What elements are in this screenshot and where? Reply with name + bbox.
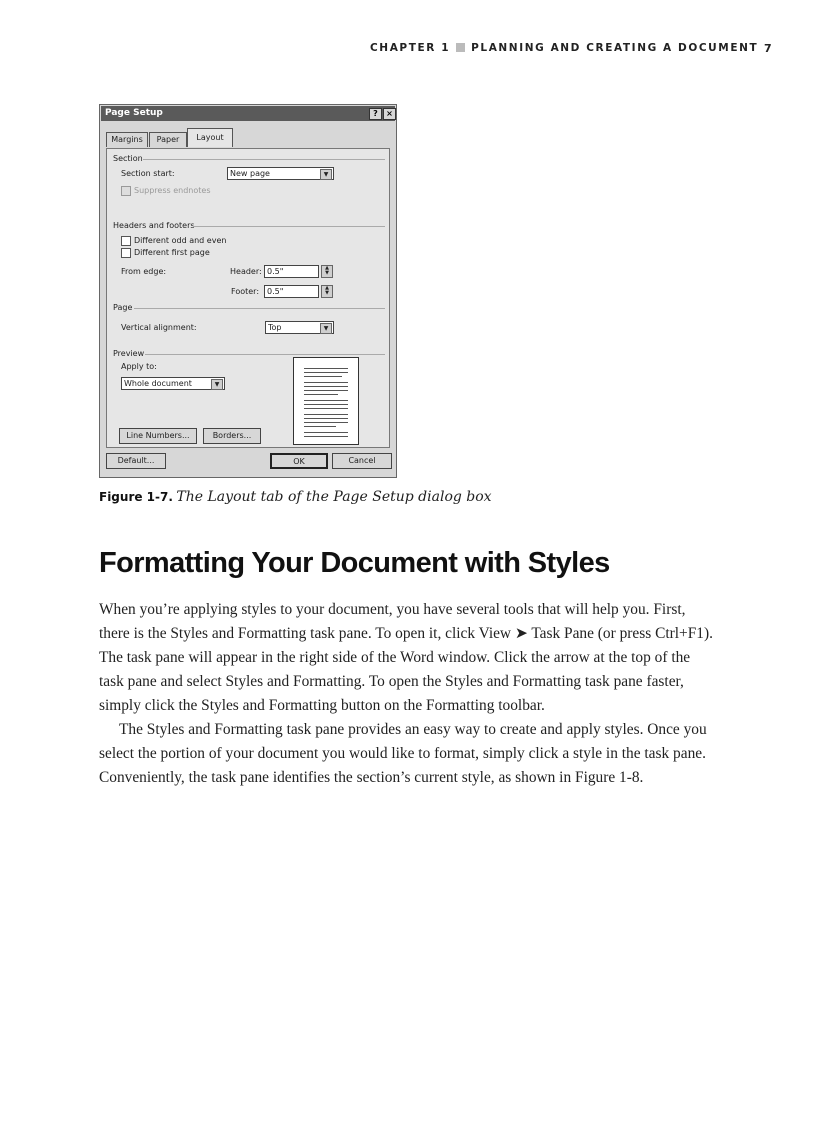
header-spinner[interactable]: ▲ ▼ xyxy=(321,265,333,278)
from-edge-label: From edge: xyxy=(121,267,167,276)
section-group-heading: Section xyxy=(113,154,143,163)
ok-button[interactable]: OK xyxy=(270,453,328,469)
different-odd-even-label: Different odd and even xyxy=(134,236,227,245)
apply-to-select[interactable] xyxy=(121,377,225,390)
preview-line xyxy=(304,436,348,437)
different-first-page-label: Different first page xyxy=(134,248,210,257)
running-head xyxy=(370,42,759,54)
preview-line xyxy=(304,408,348,409)
section-start-select[interactable] xyxy=(227,167,334,180)
preview-line xyxy=(304,368,348,369)
section-start-value: New page xyxy=(230,169,270,178)
preview-line xyxy=(304,404,348,405)
vertical-alignment-select[interactable] xyxy=(265,321,334,334)
body-text xyxy=(99,598,717,790)
preview-line xyxy=(304,372,348,373)
preview-line xyxy=(304,422,348,423)
headers-footers-heading: Headers and footers xyxy=(113,221,195,230)
chevron-down-icon[interactable]: ▼ xyxy=(320,169,332,180)
tab-layout[interactable]: Layout xyxy=(187,128,233,147)
preview-line xyxy=(304,386,348,387)
preview-line xyxy=(304,414,348,415)
chevron-down-icon[interactable]: ▼ xyxy=(211,379,223,390)
tab-paper[interactable]: Paper xyxy=(149,132,187,147)
section-divider xyxy=(143,159,385,160)
footer-label: Footer: xyxy=(231,287,260,296)
layout-tab-panel xyxy=(106,148,390,448)
chevron-down-icon[interactable]: ▼ xyxy=(320,323,332,334)
header-distance-input[interactable] xyxy=(264,265,319,278)
header-label: Header: xyxy=(230,267,262,276)
paragraph: When you’re applying styles to your document, you have several tools that will help you. First, there is the Styles and Formatting task pane. To open it, click View ➤ Task Pane (or press Ctrl+F1). The task pane will appear in the right side of the Word window. Click the arrow at the top of the task pane and select Styles and Formatting. To open the Styles and Formatting task pane faster, simply click the Styles and Formatting button on the Formatting toolbar. xyxy=(99,601,713,714)
paragraph: The Styles and Formatting task pane provides an easy way to create and apply styles. Once you select the portion of your document you would like to format, simply click a style in the task pane. Conveniently, the task pane identifies the section’s current style, as shown in Figure 1-8. xyxy=(99,721,707,786)
vertical-alignment-value: Top xyxy=(268,323,282,332)
section-start-label: Section start: xyxy=(121,169,175,178)
preview-line xyxy=(304,432,348,433)
preview-line xyxy=(304,390,348,391)
cancel-button[interactable]: Cancel xyxy=(332,453,392,469)
page-setup-dialog xyxy=(99,104,397,478)
borders-button[interactable]: Borders... xyxy=(203,428,261,444)
line-numbers-button[interactable]: Line Numbers... xyxy=(119,428,197,444)
close-button[interactable]: × xyxy=(383,108,396,120)
different-first-page-checkbox[interactable] xyxy=(121,248,131,258)
preview-line xyxy=(304,418,348,419)
preview-line xyxy=(304,376,342,377)
section-title: Formatting Your Document with Styles xyxy=(99,547,610,579)
footer-distance-input[interactable] xyxy=(264,285,319,298)
help-button[interactable]: ? xyxy=(369,108,382,120)
figure-label: Figure 1-7. xyxy=(99,490,173,504)
tab-margins[interactable]: Margins xyxy=(106,132,148,147)
figure-caption-text: The Layout tab of the Page Setup dialog box xyxy=(176,489,492,505)
footer-spinner[interactable]: ▲ ▼ xyxy=(321,285,333,298)
chapter-title: PLANNING AND CREATING A DOCUMENT xyxy=(471,42,759,54)
figure-caption xyxy=(99,489,492,506)
page-group-heading: Page xyxy=(113,303,133,312)
suppress-endnotes-label: Suppress endnotes xyxy=(134,186,211,195)
preview-group-heading: Preview xyxy=(113,349,145,358)
page-divider xyxy=(134,308,385,309)
page-preview xyxy=(293,357,359,445)
default-button[interactable]: Default... xyxy=(106,453,166,469)
apply-to-value: Whole document xyxy=(124,379,192,388)
apply-to-label: Apply to: xyxy=(121,362,157,371)
chapter-label: CHAPTER 1 xyxy=(370,42,451,54)
dialog-title: Page Setup xyxy=(105,108,163,118)
vertical-alignment-label: Vertical alignment: xyxy=(121,323,197,332)
preview-line xyxy=(304,382,348,383)
page-number: 7 xyxy=(764,42,772,55)
suppress-endnotes-checkbox[interactable] xyxy=(121,186,131,196)
preview-line xyxy=(304,400,348,401)
preview-line xyxy=(304,394,338,395)
separator-square-icon xyxy=(456,43,465,52)
dialog-titlebar xyxy=(101,106,395,121)
footer-distance-value: 0.5" xyxy=(267,287,284,296)
preview-line xyxy=(304,426,336,427)
headers-footers-divider xyxy=(193,226,385,227)
different-odd-even-checkbox[interactable] xyxy=(121,236,131,246)
header-distance-value: 0.5" xyxy=(267,267,284,276)
preview-divider xyxy=(145,354,385,355)
